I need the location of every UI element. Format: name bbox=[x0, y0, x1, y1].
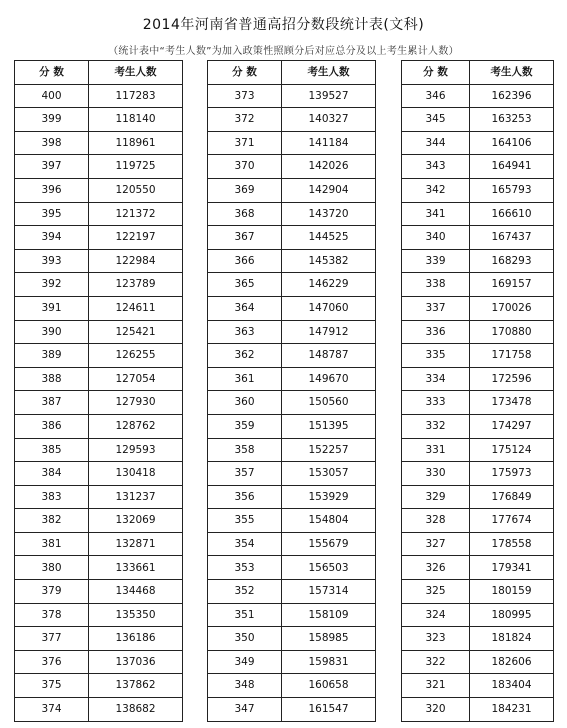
count-cell: 154804 bbox=[282, 509, 376, 533]
table-row bbox=[208, 414, 376, 438]
score-table-2 bbox=[207, 60, 376, 722]
score-cell: 374 bbox=[15, 698, 89, 722]
count-cell: 122197 bbox=[89, 226, 183, 250]
count-cell: 142026 bbox=[282, 155, 376, 179]
table-row bbox=[208, 296, 376, 320]
table-row bbox=[402, 202, 554, 226]
count-cell: 168293 bbox=[470, 249, 554, 273]
score-cell: 397 bbox=[15, 155, 89, 179]
score-cell: 384 bbox=[15, 462, 89, 486]
table-row bbox=[15, 249, 183, 273]
count-cell: 147912 bbox=[282, 320, 376, 344]
table-row bbox=[15, 556, 183, 580]
table-row bbox=[208, 391, 376, 415]
score-cell: 342 bbox=[402, 178, 470, 202]
count-cell: 137036 bbox=[89, 650, 183, 674]
header-score: 分 数 bbox=[208, 61, 282, 85]
count-cell: 150560 bbox=[282, 391, 376, 415]
count-cell: 177674 bbox=[470, 509, 554, 533]
score-cell: 391 bbox=[15, 296, 89, 320]
table-row bbox=[402, 367, 554, 391]
table-row bbox=[15, 674, 183, 698]
score-cell: 333 bbox=[402, 391, 470, 415]
score-cell: 389 bbox=[15, 344, 89, 368]
count-cell: 157314 bbox=[282, 580, 376, 604]
table-header-row bbox=[15, 61, 183, 85]
table-row bbox=[402, 438, 554, 462]
count-cell: 169157 bbox=[470, 273, 554, 297]
table-row bbox=[15, 391, 183, 415]
header-score: 分 数 bbox=[15, 61, 89, 85]
score-cell: 392 bbox=[15, 273, 89, 297]
score-cell: 395 bbox=[15, 202, 89, 226]
table-row bbox=[402, 155, 554, 179]
table-row bbox=[402, 485, 554, 509]
table-row bbox=[402, 131, 554, 155]
table-row bbox=[208, 603, 376, 627]
count-cell: 181824 bbox=[470, 627, 554, 651]
score-cell: 321 bbox=[402, 674, 470, 698]
score-cell: 390 bbox=[15, 320, 89, 344]
table-row bbox=[402, 627, 554, 651]
score-cell: 337 bbox=[402, 296, 470, 320]
score-cell: 367 bbox=[208, 226, 282, 250]
table-row bbox=[15, 296, 183, 320]
score-cell: 356 bbox=[208, 485, 282, 509]
count-cell: 175973 bbox=[470, 462, 554, 486]
count-cell: 132069 bbox=[89, 509, 183, 533]
count-cell: 156503 bbox=[282, 556, 376, 580]
score-cell: 376 bbox=[15, 650, 89, 674]
score-cell: 361 bbox=[208, 367, 282, 391]
document-subtitle: （统计表中“考生人数”为加入政策性照顾分后对应总分及以上考生累计人数） bbox=[108, 46, 459, 57]
table-row bbox=[15, 580, 183, 604]
score-cell: 347 bbox=[208, 698, 282, 722]
count-cell: 161547 bbox=[282, 698, 376, 722]
score-cell: 369 bbox=[208, 178, 282, 202]
count-cell: 135350 bbox=[89, 603, 183, 627]
table-row bbox=[402, 391, 554, 415]
count-cell: 129593 bbox=[89, 438, 183, 462]
table-row bbox=[208, 202, 376, 226]
count-cell: 130418 bbox=[89, 462, 183, 486]
table-row bbox=[208, 509, 376, 533]
score-cell: 331 bbox=[402, 438, 470, 462]
score-cell: 324 bbox=[402, 603, 470, 627]
table-row bbox=[15, 698, 183, 722]
table-row bbox=[402, 320, 554, 344]
count-cell: 149670 bbox=[282, 367, 376, 391]
count-cell: 170880 bbox=[470, 320, 554, 344]
score-cell: 365 bbox=[208, 273, 282, 297]
score-cell: 355 bbox=[208, 509, 282, 533]
table-row bbox=[402, 462, 554, 486]
count-cell: 176849 bbox=[470, 485, 554, 509]
table-row bbox=[208, 532, 376, 556]
score-cell: 350 bbox=[208, 627, 282, 651]
score-cell: 341 bbox=[402, 202, 470, 226]
table-row bbox=[208, 178, 376, 202]
score-cell: 366 bbox=[208, 249, 282, 273]
count-cell: 180159 bbox=[470, 580, 554, 604]
count-cell: 127930 bbox=[89, 391, 183, 415]
table-row bbox=[402, 178, 554, 202]
score-cell: 370 bbox=[208, 155, 282, 179]
table-row bbox=[402, 414, 554, 438]
table-row bbox=[15, 650, 183, 674]
count-cell: 147060 bbox=[282, 296, 376, 320]
score-table-1 bbox=[14, 60, 183, 722]
count-cell: 125421 bbox=[89, 320, 183, 344]
table-row bbox=[15, 202, 183, 226]
score-cell: 368 bbox=[208, 202, 282, 226]
count-cell: 164106 bbox=[470, 131, 554, 155]
score-cell: 381 bbox=[15, 532, 89, 556]
count-cell: 131237 bbox=[89, 485, 183, 509]
table-row bbox=[402, 108, 554, 132]
score-cell: 338 bbox=[402, 273, 470, 297]
count-cell: 152257 bbox=[282, 438, 376, 462]
header-count: 考生人数 bbox=[89, 61, 183, 85]
table-row bbox=[208, 226, 376, 250]
score-cell: 385 bbox=[15, 438, 89, 462]
table-row bbox=[15, 273, 183, 297]
score-cell: 378 bbox=[15, 603, 89, 627]
score-cell: 388 bbox=[15, 367, 89, 391]
table-row bbox=[402, 650, 554, 674]
count-cell: 142904 bbox=[282, 178, 376, 202]
score-table-3 bbox=[401, 60, 554, 722]
count-cell: 118961 bbox=[89, 131, 183, 155]
score-cell: 379 bbox=[15, 580, 89, 604]
count-cell: 134468 bbox=[89, 580, 183, 604]
score-cell: 386 bbox=[15, 414, 89, 438]
score-cell: 373 bbox=[208, 84, 282, 108]
count-cell: 173478 bbox=[470, 391, 554, 415]
table-row bbox=[208, 84, 376, 108]
score-cell: 382 bbox=[15, 509, 89, 533]
count-cell: 160658 bbox=[282, 674, 376, 698]
score-cell: 332 bbox=[402, 414, 470, 438]
score-cell: 327 bbox=[402, 532, 470, 556]
score-cell: 326 bbox=[402, 556, 470, 580]
count-cell: 140327 bbox=[282, 108, 376, 132]
table-row bbox=[15, 320, 183, 344]
score-cell: 398 bbox=[15, 131, 89, 155]
count-cell: 123789 bbox=[89, 273, 183, 297]
table-row bbox=[208, 650, 376, 674]
table-row bbox=[15, 603, 183, 627]
count-cell: 124611 bbox=[89, 296, 183, 320]
table-row bbox=[15, 344, 183, 368]
count-cell: 136186 bbox=[89, 627, 183, 651]
score-cell: 336 bbox=[402, 320, 470, 344]
count-cell: 175124 bbox=[470, 438, 554, 462]
score-cell: 380 bbox=[15, 556, 89, 580]
count-cell: 148787 bbox=[282, 344, 376, 368]
score-cell: 334 bbox=[402, 367, 470, 391]
count-cell: 172596 bbox=[470, 367, 554, 391]
count-cell: 162396 bbox=[470, 84, 554, 108]
table-row bbox=[402, 603, 554, 627]
table-row bbox=[208, 249, 376, 273]
count-cell: 167437 bbox=[470, 226, 554, 250]
score-cell: 345 bbox=[402, 108, 470, 132]
score-cell: 360 bbox=[208, 391, 282, 415]
count-cell: 137862 bbox=[89, 674, 183, 698]
table-row bbox=[208, 580, 376, 604]
table-row bbox=[15, 84, 183, 108]
score-cell: 330 bbox=[402, 462, 470, 486]
count-cell: 145382 bbox=[282, 249, 376, 273]
score-cell: 346 bbox=[402, 84, 470, 108]
count-cell: 184231 bbox=[470, 698, 554, 722]
count-cell: 119725 bbox=[89, 155, 183, 179]
score-cell: 329 bbox=[402, 485, 470, 509]
table-row bbox=[402, 344, 554, 368]
score-cell: 383 bbox=[15, 485, 89, 509]
table-row bbox=[402, 532, 554, 556]
score-cell: 322 bbox=[402, 650, 470, 674]
table-row bbox=[402, 249, 554, 273]
count-cell: 144525 bbox=[282, 226, 376, 250]
score-cell: 323 bbox=[402, 627, 470, 651]
count-cell: 120550 bbox=[89, 178, 183, 202]
table-row bbox=[15, 485, 183, 509]
count-cell: 178558 bbox=[470, 532, 554, 556]
count-cell: 170026 bbox=[470, 296, 554, 320]
score-cell: 377 bbox=[15, 627, 89, 651]
score-cell: 362 bbox=[208, 344, 282, 368]
table-row bbox=[402, 509, 554, 533]
score-cell: 354 bbox=[208, 532, 282, 556]
table-row bbox=[402, 296, 554, 320]
table-row bbox=[208, 438, 376, 462]
table-row bbox=[15, 462, 183, 486]
score-cell: 339 bbox=[402, 249, 470, 273]
table-row bbox=[15, 367, 183, 391]
score-cell: 325 bbox=[402, 580, 470, 604]
count-cell: 143720 bbox=[282, 202, 376, 226]
header-count: 考生人数 bbox=[282, 61, 376, 85]
table-row bbox=[402, 580, 554, 604]
score-cell: 353 bbox=[208, 556, 282, 580]
table-row bbox=[402, 273, 554, 297]
count-cell: 118140 bbox=[89, 108, 183, 132]
score-cell: 364 bbox=[208, 296, 282, 320]
count-cell: 121372 bbox=[89, 202, 183, 226]
table-row bbox=[15, 155, 183, 179]
count-cell: 138682 bbox=[89, 698, 183, 722]
table-row bbox=[208, 556, 376, 580]
score-cell: 363 bbox=[208, 320, 282, 344]
count-cell: 182606 bbox=[470, 650, 554, 674]
table-row bbox=[208, 155, 376, 179]
count-cell: 166610 bbox=[470, 202, 554, 226]
table-row bbox=[208, 485, 376, 509]
table-row bbox=[15, 108, 183, 132]
table-row bbox=[208, 627, 376, 651]
table-header-row bbox=[208, 61, 376, 85]
score-cell: 359 bbox=[208, 414, 282, 438]
table-header-row bbox=[402, 61, 554, 85]
table-row bbox=[15, 532, 183, 556]
table-row bbox=[402, 226, 554, 250]
score-cell: 349 bbox=[208, 650, 282, 674]
score-cell: 357 bbox=[208, 462, 282, 486]
table-row bbox=[208, 344, 376, 368]
score-cell: 351 bbox=[208, 603, 282, 627]
table-row bbox=[15, 178, 183, 202]
count-cell: 146229 bbox=[282, 273, 376, 297]
score-cell: 320 bbox=[402, 698, 470, 722]
score-cell: 352 bbox=[208, 580, 282, 604]
table-row bbox=[208, 698, 376, 722]
count-cell: 163253 bbox=[470, 108, 554, 132]
count-cell: 164941 bbox=[470, 155, 554, 179]
table-row bbox=[208, 674, 376, 698]
table-row bbox=[15, 414, 183, 438]
count-cell: 128762 bbox=[89, 414, 183, 438]
count-cell: 174297 bbox=[470, 414, 554, 438]
count-cell: 133661 bbox=[89, 556, 183, 580]
count-cell: 179341 bbox=[470, 556, 554, 580]
header-score: 分 数 bbox=[402, 61, 470, 85]
score-cell: 400 bbox=[15, 84, 89, 108]
table-row bbox=[402, 674, 554, 698]
count-cell: 183404 bbox=[470, 674, 554, 698]
count-cell: 126255 bbox=[89, 344, 183, 368]
count-cell: 153929 bbox=[282, 485, 376, 509]
table-row bbox=[15, 438, 183, 462]
table-row bbox=[402, 556, 554, 580]
count-cell: 180995 bbox=[470, 603, 554, 627]
count-cell: 158985 bbox=[282, 627, 376, 651]
table-row bbox=[208, 273, 376, 297]
score-cell: 375 bbox=[15, 674, 89, 698]
score-cell: 371 bbox=[208, 131, 282, 155]
count-cell: 122984 bbox=[89, 249, 183, 273]
table-row bbox=[208, 462, 376, 486]
count-cell: 155679 bbox=[282, 532, 376, 556]
header-count: 考生人数 bbox=[470, 61, 554, 85]
table-row bbox=[15, 509, 183, 533]
count-cell: 132871 bbox=[89, 532, 183, 556]
score-cell: 344 bbox=[402, 131, 470, 155]
score-cell: 399 bbox=[15, 108, 89, 132]
score-cell: 372 bbox=[208, 108, 282, 132]
count-cell: 159831 bbox=[282, 650, 376, 674]
count-cell: 127054 bbox=[89, 367, 183, 391]
score-cell: 343 bbox=[402, 155, 470, 179]
count-cell: 141184 bbox=[282, 131, 376, 155]
score-cell: 335 bbox=[402, 344, 470, 368]
table-row bbox=[15, 226, 183, 250]
score-cell: 340 bbox=[402, 226, 470, 250]
count-cell: 158109 bbox=[282, 603, 376, 627]
table-row bbox=[402, 84, 554, 108]
score-cell: 358 bbox=[208, 438, 282, 462]
table-row bbox=[208, 367, 376, 391]
table-row bbox=[402, 698, 554, 722]
score-cell: 328 bbox=[402, 509, 470, 533]
count-cell: 165793 bbox=[470, 178, 554, 202]
table-row bbox=[208, 131, 376, 155]
count-cell: 153057 bbox=[282, 462, 376, 486]
count-cell: 117283 bbox=[89, 84, 183, 108]
table-row bbox=[208, 320, 376, 344]
count-cell: 171758 bbox=[470, 344, 554, 368]
table-row bbox=[15, 627, 183, 651]
score-cell: 348 bbox=[208, 674, 282, 698]
table-row bbox=[208, 108, 376, 132]
count-cell: 139527 bbox=[282, 84, 376, 108]
document-title: 2014年河南省普通高招分数段统计表(文科) bbox=[142, 17, 425, 33]
count-cell: 151395 bbox=[282, 414, 376, 438]
score-cell: 387 bbox=[15, 391, 89, 415]
score-cell: 394 bbox=[15, 226, 89, 250]
score-cell: 396 bbox=[15, 178, 89, 202]
table-row bbox=[15, 131, 183, 155]
score-cell: 393 bbox=[15, 249, 89, 273]
